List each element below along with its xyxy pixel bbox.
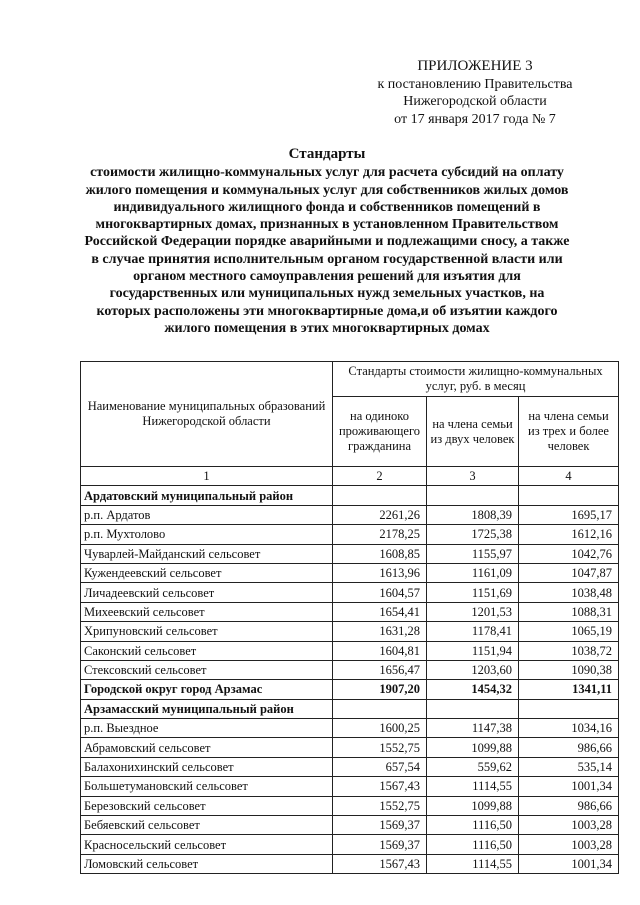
table-row-group (81, 699, 619, 718)
cell-two-person: 1114,55 (427, 854, 519, 873)
cell-single (333, 699, 427, 718)
cell-three-plus: 986,66 (519, 796, 619, 815)
cell-name: Арзамасский муниципальный район (81, 699, 333, 718)
cell-single: 1567,43 (333, 854, 427, 873)
cell-three-plus: 1003,28 (519, 816, 619, 835)
cell-name: Стексовский сельсовет (81, 660, 333, 679)
cell-two-person (427, 699, 519, 718)
cell-two-person (427, 486, 519, 505)
cell-three-plus: 1047,87 (519, 563, 619, 582)
cell-three-plus: 1341,11 (519, 680, 619, 699)
appendix-heading: ПРИЛОЖЕНИЕ 3 (417, 58, 533, 74)
title-line: жилого помещения и коммунальных услуг для собственников жилых домов (85, 182, 569, 198)
cell-three-plus: 1612,16 (519, 525, 619, 544)
cell-name: Большетумановский сельсовет (81, 777, 333, 796)
cell-three-plus: 1088,31 (519, 602, 619, 621)
table-row (81, 544, 619, 563)
cell-three-plus: 1090,38 (519, 660, 619, 679)
appendix-line: Нижегородской области (403, 94, 547, 109)
cell-single: 1608,85 (333, 544, 427, 563)
table-row (81, 602, 619, 621)
table-row (81, 738, 619, 757)
table-row (81, 563, 619, 582)
cell-single: 1656,47 (333, 660, 427, 679)
cell-three-plus: 986,66 (519, 738, 619, 757)
cell-three-plus: 1003,28 (519, 835, 619, 854)
column-index: 2 (333, 467, 427, 486)
appendix-line: от 17 января 2017 года № 7 (394, 111, 556, 127)
cell-single: 1552,75 (333, 796, 427, 815)
column-index: 1 (81, 467, 333, 486)
cell-name: р.п. Ардатов (81, 505, 333, 524)
title-line: государственных или муниципальных нужд земельных участков, на (109, 286, 545, 302)
table-row (81, 777, 619, 796)
header-two-person: на члена семьи из двух человек (427, 397, 519, 467)
cell-single: 1569,37 (333, 816, 427, 835)
table-row (81, 641, 619, 660)
cell-two-person: 1114,55 (427, 777, 519, 796)
title-line: Российской Федерации порядке аварийными и подлежащими сносу, а также (84, 234, 570, 250)
cell-three-plus (519, 699, 619, 718)
table-row (81, 525, 619, 544)
cell-single: 1613,96 (333, 563, 427, 582)
header-three-plus: на члена семьи из трех и более человек (519, 397, 619, 467)
standards-table (80, 361, 619, 874)
table-row (81, 583, 619, 602)
cell-two-person: 1201,53 (427, 602, 519, 621)
cell-name: р.п. Выездное (81, 719, 333, 738)
cell-two-person: 1151,69 (427, 583, 519, 602)
cell-two-person: 1099,88 (427, 738, 519, 757)
document-title (62, 146, 592, 337)
index-row (81, 467, 619, 486)
cell-two-person: 1203,60 (427, 660, 519, 679)
table-row-group (81, 486, 619, 505)
cell-single: 1552,75 (333, 738, 427, 757)
column-index: 4 (519, 467, 619, 486)
cell-two-person: 1151,94 (427, 641, 519, 660)
cell-two-person: 559,62 (427, 757, 519, 776)
cell-two-person: 1155,97 (427, 544, 519, 563)
cell-single: 1600,25 (333, 719, 427, 738)
cell-two-person: 1454,32 (427, 680, 519, 699)
cell-name: Абрамовский сельсовет (81, 738, 333, 757)
cell-two-person: 1116,50 (427, 835, 519, 854)
cell-name: Красносельский сельсовет (81, 835, 333, 854)
cell-name: Ардатовский муниципальный район (81, 486, 333, 505)
cell-three-plus: 1034,16 (519, 719, 619, 738)
title-line: органом местного самоуправления решений для изъятия для (133, 269, 521, 285)
title-line: многоквартирных домах, признанных в установленном Правительством (95, 217, 559, 233)
cell-single: 1567,43 (333, 777, 427, 796)
table-row (81, 622, 619, 641)
table-row (81, 719, 619, 738)
title-line: индивидуального жилищного фонда и собственников помещений в (113, 199, 541, 215)
column-index: 3 (427, 467, 519, 486)
table-row (81, 835, 619, 854)
title-heading: Стандарты (288, 146, 366, 162)
cell-name: Городской округ город Арзамас (81, 680, 333, 699)
appendix-line: к постановлению Правительства (377, 76, 573, 92)
table-row (81, 854, 619, 873)
cell-name: Хрипуновский сельсовет (81, 622, 333, 641)
cell-two-person: 1161,09 (427, 563, 519, 582)
table-row (81, 505, 619, 524)
cell-two-person: 1725,38 (427, 525, 519, 544)
cell-name: Личадеевский сельсовет (81, 583, 333, 602)
cell-single: 1569,37 (333, 835, 427, 854)
cell-three-plus: 1038,72 (519, 641, 619, 660)
cell-two-person: 1178,41 (427, 622, 519, 641)
title-line: в случае принятия исполнительным органом государственной власти или (91, 251, 563, 267)
table-row (81, 757, 619, 776)
table-row (81, 796, 619, 815)
cell-single: 657,54 (333, 757, 427, 776)
cell-name: р.п. Мухтолово (81, 525, 333, 544)
cell-single: 1907,20 (333, 680, 427, 699)
header-standards-group: Стандарты стоимости жилищно-коммунальных услуг, руб. в месяц (333, 362, 619, 397)
cell-name: Чуварлей-Майданский сельсовет (81, 544, 333, 563)
cell-name: Михеевский сельсовет (81, 602, 333, 621)
cell-three-plus: 1001,34 (519, 777, 619, 796)
cell-three-plus: 1695,17 (519, 505, 619, 524)
cell-three-plus: 1065,19 (519, 622, 619, 641)
cell-name: Ломовский сельсовет (81, 854, 333, 873)
appendix-block (340, 58, 610, 128)
cell-three-plus (519, 486, 619, 505)
table-row-group (81, 680, 619, 699)
cell-two-person: 1099,88 (427, 796, 519, 815)
header-single: на одиноко проживающего гражданина (333, 397, 427, 467)
table-row (81, 660, 619, 679)
cell-three-plus: 1001,34 (519, 854, 619, 873)
cell-single: 2261,26 (333, 505, 427, 524)
cell-three-plus: 1042,76 (519, 544, 619, 563)
cell-name: Кужендеевский сельсовет (81, 563, 333, 582)
cell-two-person: 1147,38 (427, 719, 519, 738)
cell-single: 1654,41 (333, 602, 427, 621)
title-line: стоимости жилищно-коммунальных услуг для расчета субсидий на оплату (90, 165, 564, 181)
header-row (81, 362, 619, 397)
cell-three-plus: 535,14 (519, 757, 619, 776)
table-row (81, 816, 619, 835)
cell-single: 2178,25 (333, 525, 427, 544)
cell-single: 1631,28 (333, 622, 427, 641)
cell-single: 1604,57 (333, 583, 427, 602)
header-municipality: Наименование муниципальных образований Нижегородской области (81, 362, 333, 467)
title-line: которых расположены эти многоквартирные дома,и об изъятии каждого (96, 303, 558, 319)
cell-two-person: 1808,39 (427, 505, 519, 524)
cell-two-person: 1116,50 (427, 816, 519, 835)
cell-single (333, 486, 427, 505)
table-body (81, 486, 619, 874)
cell-name: Бебяевский сельсовет (81, 816, 333, 835)
title-line: жилого помещения в этих многоквартирных домах (164, 320, 490, 336)
cell-name: Балахонихинский сельсовет (81, 757, 333, 776)
cell-name: Саконский сельсовет (81, 641, 333, 660)
cell-three-plus: 1038,48 (519, 583, 619, 602)
cell-name: Березовский сельсовет (81, 796, 333, 815)
cell-single: 1604,81 (333, 641, 427, 660)
